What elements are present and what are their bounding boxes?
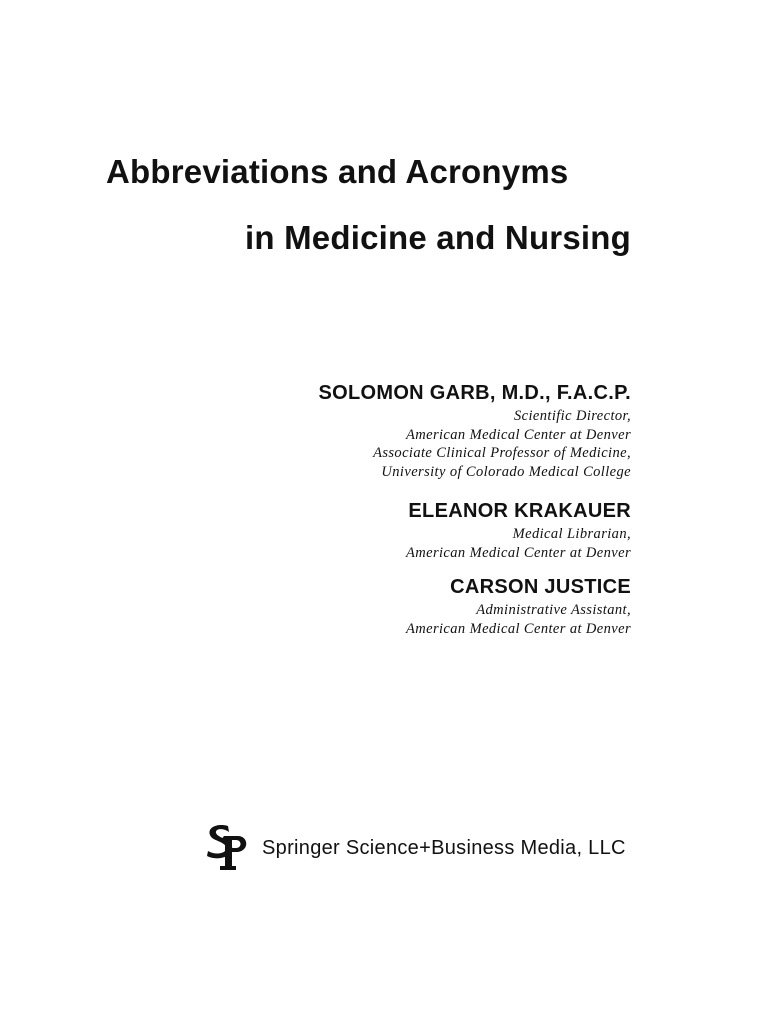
book-title-line-2: in Medicine and Nursing — [245, 219, 631, 256]
author-affiliation: American Medical Center at Denver — [406, 544, 631, 561]
author-affiliation: University of Colorado Medical College — [381, 463, 631, 480]
author-affiliation: Scientific Director, — [514, 408, 631, 424]
author-name: ELEANOR KRAKAUER — [408, 500, 631, 522]
author-block — [319, 381, 632, 481]
author-affiliation: Medical Librarian, — [512, 526, 631, 542]
author-affiliation: Associate Clinical Professor of Medicine, — [373, 445, 631, 461]
author-block — [406, 499, 631, 562]
author-block — [406, 575, 631, 638]
author-affiliation: American Medical Center at Denver — [406, 620, 631, 637]
book-title-line-1: Abbreviations and Acronyms — [106, 153, 569, 190]
springer-logo-icon — [204, 822, 250, 872]
author-name: SOLOMON GARB, M.D., F.A.C.P. — [318, 382, 631, 404]
publisher-name: Springer Science+Business Media, LLC — [262, 837, 626, 859]
author-affiliation: American Medical Center at Denver — [406, 426, 631, 443]
author-name: CARSON JUSTICE — [450, 576, 631, 598]
author-affiliation: Administrative Assistant, — [476, 602, 631, 618]
publisher-imprint — [204, 822, 626, 872]
